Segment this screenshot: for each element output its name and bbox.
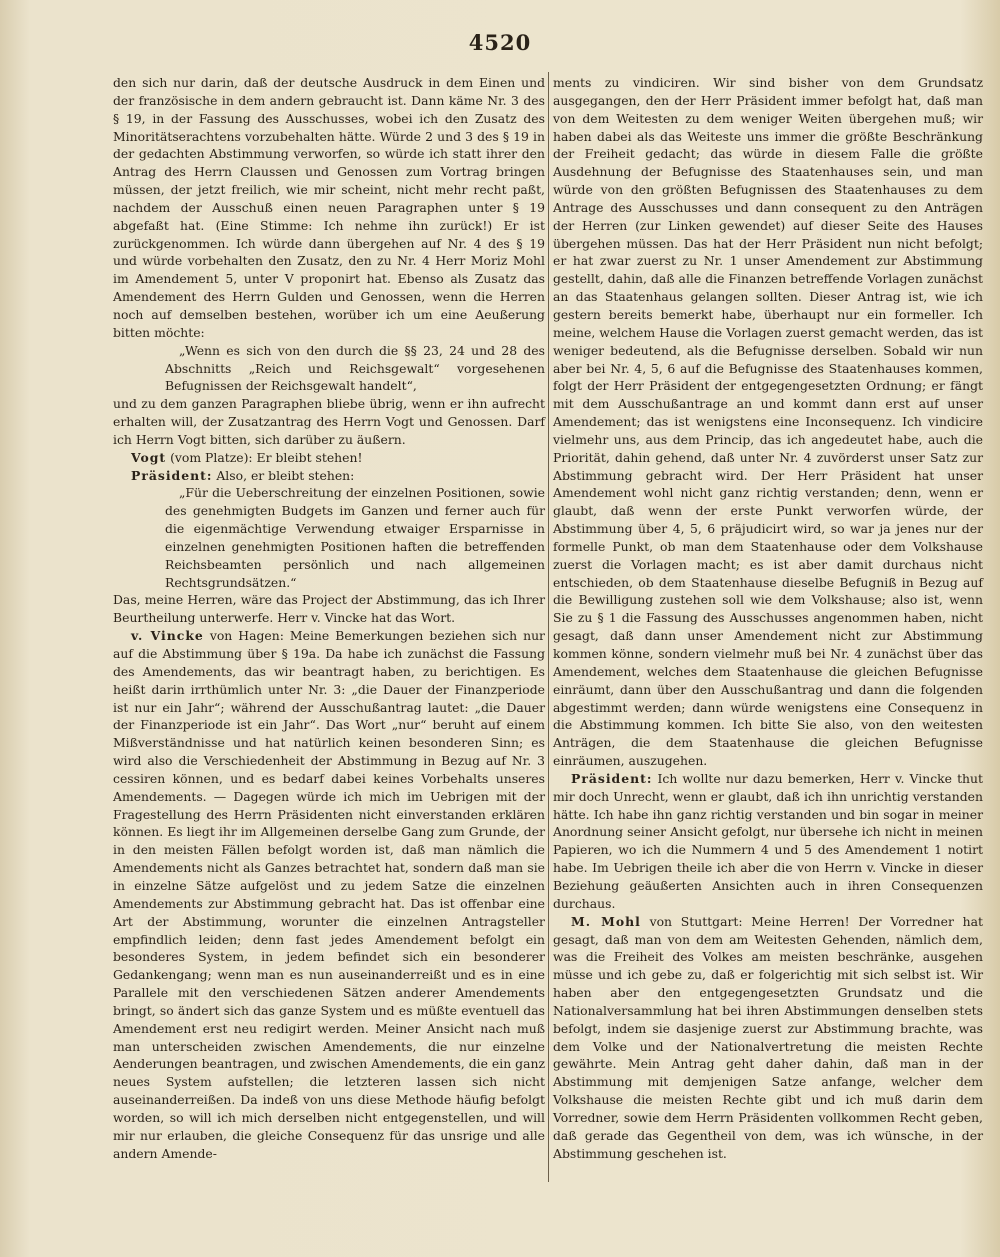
paragraph: ments zu vindiciren. Wir sind bisher von dem Grundsatz ausgegangen, den der Herr Präsident immer befolgt hat, daß man von dem Weitesten zu dem weniger Weiten übergehen muß; wir haben dabei als das Weiteste uns immer die größte Beschränkung der Freiheit gedacht; das würde in diesem Falle die größte Ausdehnung der Befugnisse des Staatenhauses sein, und man würde von den größten Befugnissen des Staatenhauses zu dem Antrage des Ausschusses und dann consequent zu den Anträgen der Herren (zur Linken gewendet) auf dieser Seite des Hauses übergehen müssen. Das hat der Herr Präsident nun nicht befolgt; er hat zwar zuerst zu Nr. 1 unser Amendement zur Abstimmung gestellt, dahin, daß alle die Finanzen betreffende Vorlagen zunächst an das Staatenhaus gelangen sollten. Dieser Antrag ist, wie ich gestern bereits bemerkt habe, überhaupt nur ein formeller. Ich meine, welchem Hause die Vorlagen zuerst gemacht werden, das ist weniger bedeutend, als die Befugnisse derselben. Sobald wir nun aber bei Nr. 4, 5, 6 auf die Befugnisse des Staatenhauses kommen, folgt der Herr Präsident der entgegengesetzten Ordnung; er fängt mit dem Ausschußantrage an und kommt dann erst auf unser Amendement; das ist wenigstens eine Inconsequenz. Ich vindicire vielmehr uns, aus dem Princip, das ich angedeutet habe, auch die Priorität, dahin gehend, daß unter Nr. 4 zuvörderst unser Satz zur Abstimmung gebracht wird. Der Herr Präsident hat unser Amendement wohl nicht ganz richtig verstanden; denn, wenn er glaubt, daß wenn der erste Punkt verworfen würde, der Abstimmung über 4, 5, 6 präjudicirt wird, so war ja jenes nur der formelle Punkt, ob man dem Staatenhause oder dem Volkshause zuerst die Vorlagen macht; es ist aber damit durchaus nicht entschieden, ob dem Staatenhause dieselbe Befugniß in Bezug auf die Bewilligung zustehen soll wie dem Volkshause; also ist, wenn Sie zu § 1 die Fassung des Ausschusses angenommen haben, nicht gesagt, daß dann unser Amendement nicht zur Abstimmung kommen könne, sondern vielmehr muß bei Nr. 4 zunächst über das Amendement, welches dem Staatenhause die gleichen Befugnisse einräumt, dann über den Ausschußantrag und dann die folgenden abgestimmt werden; dann würde wenigstens eine Consequenz in die Abstimmung kommen. Ich bitte Sie also, von den weitesten Anträgen, die dem Staatenhause die gleichen Befugnisse einräumen, auszugehen. [553, 75, 983, 769]
speaker-name: v. Vincke [131, 628, 204, 644]
speech-text: von Stuttgart: Meine Herren! Der Vorredner hat gesagt, daß man von dem am Weitesten Gehenden, nämlich dem, was die Freiheit des Volkes am meisten beschränke, ausgehen müsse und ich gebe zu, daß er folgerichtig mit sich selbst ist. Wir haben aber den entgegengesetzten Grundsatz und die Nationalversammlung hat bei ihren Abstimmungen denselben stets befolgt, indem sie dasjenige zuerst zur Abstimmung brachte, was dem Volke und der Nationalvertretung die meisten Rechte gewährte. Mein Antrag geht daher dahin, daß man in der Abstimmung mit demjenigen Satze anfange, welcher dem Volkshause die meisten Rechte gibt und ich muß darin dem Vorredner, sowie dem Herrn Präsidenten vollkommen Recht geben, daß gerade das Gegentheil von dem, was ich wünsche, in der Abstimmung geschehen ist. [553, 913, 983, 1161]
speech [113, 449, 545, 467]
page-number: 4520 [468, 30, 532, 55]
paragraph: den sich nur darin, daß der deutsche Ausdruck in dem Einen und der französische in dem andern gebraucht ist. Dann käme Nr. 3 des § 19, in der Fassung des Ausschusses, wobei ich den Zusatz des Minoritätserachtens vorzubehalten hätte. Würde 2 und 3 des § 19 in der gedachten Abstimmung verworfen, so würde ich statt ihrer den Antrag des Herrn Claussen und Genossen zum Vortrag bringen müssen, der jetzt freilich, wie mir scheint, nicht mehr recht paßt, nachdem der Ausschuß einen neuen Paragraphen unter § 19 abgefaßt hat. (Eine Stimme: Ich nehme ihn zurück!) Er ist zurückgenommen. Ich würde dann übergehen auf Nr. 4 des § 19 und würde vorbehalten den Zusatz, den zu Nr. 4 Herr Moriz Mohl im Amendement 5, unter V proponirt hat. Ebenso als Zusatz das Amendement des Herrn Gulden und Genossen, wenn die Herren noch auf demselben bestehen, worüber ich um eine Aeußerung bitten möchte: [113, 75, 545, 340]
quotation: „Wenn es sich von den durch die §§ 23, 24 und 28 des Abschnitts „Reich und Reichsgewalt“ vorgesehenen Befugnissen der Reichsgewalt handelt“, [165, 342, 545, 394]
speech [113, 467, 545, 485]
speaker-name: Präsident: [571, 770, 653, 786]
speaker-name: M. Mohl [571, 913, 641, 929]
column-divider [548, 72, 549, 1182]
speaker-name: Vogt [131, 449, 167, 465]
speech-text: von Hagen: Meine Bemerkungen beziehen sich nur auf die Abstimmung über § 19a. Da habe ich zunächst die Fassung des Amendements, das wir beantragt haben, zu berichtigen. Es heißt darin irrthümlich unter Nr. 3: „die Dauer der Finanzperiode ist nur ein Jahr“; während der Ausschußantrag lautet: „die Dauer der Finanzperiode ist ein Jahr“. Das Wort „nur“ beruht auf einem Mißverständnisse und hat natürlich keinen besonderen Sinn; es wird also die Verschiedenheit der Abstimmung in Bezug auf Nr. 3 cessiren können, und es bedarf dabei keines Vorbehalts unseres Amendements. — Dagegen würde ich mich im Uebrigen mit der Fragestellung des Herrn Präsidenten nicht einverstanden erklären können. Es liegt ihr im Allgemeinen derselbe Gang zum Grunde, der in den meisten Fällen befolgt worden ist, daß man nämlich die Amendements nicht als Ganzes betrachtet hat, sondern daß man sie in einzelne Sätze aufgelöst und zu jedem Satze die einzelnen Amendements zur Abstimmung gebracht hat. Das ist offenbar eine Art der Abstimmung, worunter die einzelnen Antragsteller empfindlich leiden; denn fast jedes Amendement befolgt ein besonderes System, in jedem befindet sich ein besonderer Gedankengang; wenn man es nun auseinanderreißt und es in eine Parallele mit den verschiedenen Sätzen anderer Amendements bringt, so ändert sich das ganze System und es müßte eventuell das Amendement erst neu redigirt werden. Meiner Ansicht nach muß man unterscheiden zwischen Amendements, die nur einzelne Aenderungen beantragen, und zwischen Amendements, die ein ganz neues System aufstellen; die letzteren lassen sich nicht auseinanderreißen. Da indeß von uns diese Methode häufig befolgt worden, so will ich mich derselben nicht entgegenstellen, und will mir nur erlauben, die gleiche Consequenz für das unsrige und alle andern Amende- [113, 628, 545, 1161]
quotation: „Für die Ueberschreitung der einzelnen Positionen, sowie des genehmigten Budgets im Ganzen und ferner auch für die eigenmächtige Verwendung etwaiger Ersparnisse in einzelnen genehmigten Positionen haften die betreffenden Reichsbeamten persönlich und nach allgemeinen Rechtsgrundsätzen.“ [165, 485, 545, 590]
speech-text: Also, er bleibt stehen: [212, 467, 355, 483]
speaker-name: Präsident: [131, 467, 213, 483]
speech [553, 770, 983, 913]
right-column [553, 74, 983, 1162]
paragraph: Das, meine Herren, wäre das Project der Abstimmung, das ich Ihrer Beurtheilung unterwerfe. Herr v. Vincke hat das Wort. [113, 592, 545, 626]
speech-text: (vom Platze): Er bleibt stehen! [166, 449, 363, 465]
speech [113, 627, 545, 1162]
speech-text: Ich wollte nur dazu bemerken, Herr v. Vincke thut mir doch Unrecht, wenn er glaubt, daß ich ihn unrichtig verstanden hätte. Ich habe ihn ganz richtig verstanden und bin sogar in meiner Anordnung seiner Ansicht gefolgt, nur übersehe ich nicht in meinen Papieren, wo ich die Nummern 4 und 5 des Amendement 1 notirt habe. Im Uebrigen theile ich aber die von Herrn v. Vincke in dieser Beziehung geäußerten Ansichten auch in ihren Consequenzen durchaus. [553, 770, 983, 911]
paragraph: und zu dem ganzen Paragraphen bliebe übrig, wenn er ihn aufrecht erhalten will, der Zusatzantrag des Herrn Vogt und Genossen. Darf ich Herrn Vogt bitten, sich darüber zu äußern. [113, 396, 545, 447]
speech [553, 913, 983, 1163]
left-column [113, 74, 545, 1162]
